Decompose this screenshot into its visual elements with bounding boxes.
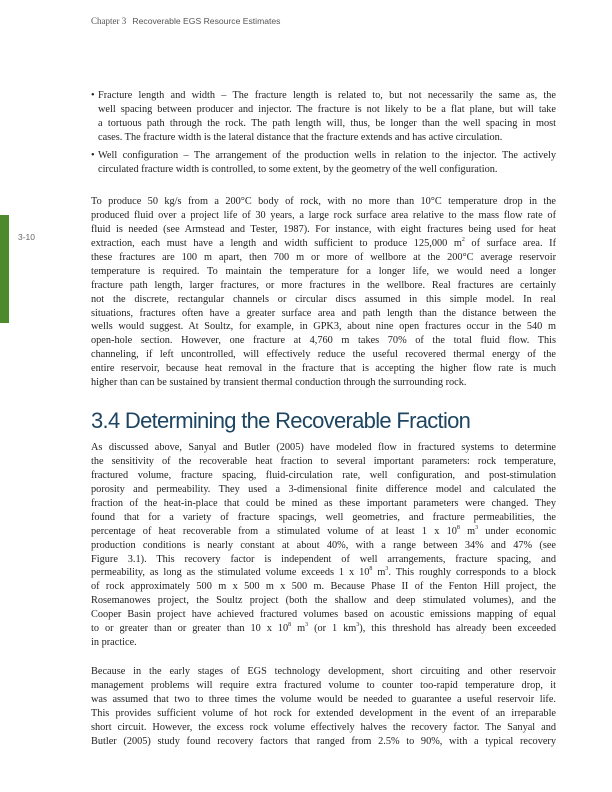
text-line — [91, 334, 556, 348]
superscript: 2 — [461, 236, 465, 243]
paragraph — [91, 195, 556, 390]
superscript: 3 — [475, 524, 479, 531]
text-line — [91, 237, 556, 251]
text-line — [98, 117, 556, 131]
text-run: under economic — [478, 525, 556, 537]
text-line — [91, 539, 556, 553]
bullet-list — [91, 89, 556, 177]
text-line — [91, 636, 556, 650]
text-run: a tortuous path through the rock. The path length will, thus, be longer than the well spacing in most — [98, 117, 556, 129]
text-run: . This roughly corresponds to a block — [388, 567, 557, 579]
text-line — [91, 497, 556, 511]
text-run: entire reservoir, because heat removal in the fracture that is accepting the higher flow rate is much — [91, 363, 556, 375]
text-run: in practice. — [91, 637, 137, 649]
text-run: m — [291, 623, 306, 635]
text-run: fracture path length, larger fractures, or more fractures in the wellbore. Real fractures are certainly — [91, 279, 556, 291]
text-run: Cooper Basin project have achieved fractured volumes based on acoustic emissions mapping of equal — [91, 609, 556, 621]
paragraph — [91, 665, 556, 749]
text-run: extraction, each must have a length and width sufficient to produce 125,000 m — [91, 237, 462, 249]
text-run: channeling, if left uncontrolled, will effectively reduce the useful recovered thermal energy of the — [91, 349, 556, 361]
text-line — [91, 511, 556, 525]
text-run: situations, fractures often have a greater surface area and path length than the distance between the — [91, 307, 556, 319]
text-line — [91, 376, 556, 390]
text-line — [98, 163, 556, 177]
bullet-marker: • — [91, 90, 95, 101]
bullet-item — [91, 149, 556, 177]
text-line — [91, 553, 556, 567]
superscript: 8 — [369, 566, 373, 573]
text-run: management problems will require extra fractured volume to counter too-rapid temperature drop, it — [91, 679, 556, 691]
text-run: short circuit. However, the excess rock volume effectively halves the recovery factor. The Sanyal and — [91, 721, 556, 733]
text-run: produced fluid over a project life of 30 years, a large rock surface area relative to the mass flow rate of — [91, 209, 556, 221]
text-line — [91, 665, 556, 679]
text-line — [91, 594, 556, 608]
text-line — [91, 441, 556, 455]
text-run: fluid is needed (see Armstead and Tester, 1987). For instance, with eight fractures being used for heat — [91, 223, 556, 235]
text-line — [98, 89, 556, 103]
text-run: As discussed above, Sanyal and Butler (2005) have modeled flow in fractured systems to determine — [91, 442, 556, 453]
text-line — [91, 251, 556, 265]
text-line — [91, 209, 556, 223]
chapter-title: Recoverable EGS Resource Estimates — [132, 16, 281, 26]
page-number: 3-10 — [18, 232, 36, 242]
text-line — [91, 622, 556, 636]
text-run: Well configuration – The arrangement of the production wells in relation to the injector. The actively — [98, 150, 556, 162]
text-run: This provides sufficient volume of hot rock for extended development in the event of an irreparable — [91, 707, 556, 719]
text-run: percentage of heat recoverable from a stimulated volume of at least 1 x 10 — [91, 525, 457, 537]
superscript: 8 — [288, 622, 292, 629]
text-run: Because in the early stages of EGS technology development, short circuiting and other reservoir — [91, 666, 556, 677]
text-run: ), this threshold has already been exceeded — [359, 623, 556, 635]
text-line — [91, 525, 556, 539]
text-line — [91, 348, 556, 362]
text-run: open-hole section. However, one fracture at 4,760 m takes 70% of the total fluid flow. This — [91, 335, 556, 347]
text-run: Figure 3.1). This recovery factor is independent of well arrangements, fracture spacing, and — [91, 553, 556, 565]
text-line — [91, 195, 556, 209]
text-line — [98, 149, 556, 163]
text-line — [91, 469, 556, 483]
text-run: the sensitivity of the recoverable heat fraction to several important parameters: rock temperature, — [91, 455, 556, 467]
running-header — [91, 16, 280, 26]
chapter-tab-marker — [0, 215, 9, 323]
text-run: well spacing between producer and injector. The fracture is not likely to be a flat plane, but will take — [98, 103, 556, 115]
text-run: of rock approximately 500 m x 500 m x 500 m. Because Phase II of the Fenton Hill project, the — [91, 581, 556, 593]
text-line — [91, 362, 556, 376]
superscript: 3 — [385, 566, 389, 573]
text-run: To produce 50 kg/s from a 200°C body of rock, with no more than 10°C temperature drop in the — [91, 196, 556, 207]
text-line — [91, 608, 556, 622]
superscript: 3 — [356, 622, 360, 629]
text-run: circulated fracture width is controlled, to some extent, by the geometry of the well configuration. — [98, 164, 498, 176]
text-line — [91, 279, 556, 293]
text-line — [91, 320, 556, 334]
superscript: 8 — [456, 524, 460, 531]
text-run: porosity and permeability. They used a 3-dimensional finite difference model and calculated the — [91, 483, 556, 495]
text-run: was assumed that two to three times the volume would be needed to guarantee a useful reservoir life. — [91, 693, 556, 705]
text-line — [98, 103, 556, 117]
text-run: fractured volume, fracture spacing, fluid-circulation rate, well configuration, and post-stimulation — [91, 469, 556, 481]
text-run: Fracture length and width – The fracture length is related to, but not necessarily the same as, the — [98, 90, 556, 101]
text-line — [91, 293, 556, 307]
bullet-marker: • — [91, 150, 95, 162]
text-run: these fractures are 100 m apart, then 700 m or more of wellbore at the 200°C average reservoir — [91, 251, 556, 263]
text-line — [91, 580, 556, 594]
text-line — [91, 707, 556, 721]
text-line — [98, 131, 556, 145]
text-run: m — [372, 567, 386, 579]
text-line — [91, 483, 556, 497]
text-run: (or 1 km — [308, 623, 357, 635]
text-run: to or greater than or greater than 10 x 10 — [91, 623, 289, 635]
text-run: not the discrete, rectangular channels or circular discs assumed in this simple model. In real — [91, 293, 556, 305]
section-heading: 3.4 Determining the Recoverable Fraction — [91, 408, 471, 433]
text-run: Rosemanowes project, the Soultz project (both the shallow and deep stimulated volumes), and the — [91, 595, 556, 607]
text-line — [91, 307, 556, 321]
text-run: of surface area. If — [464, 237, 557, 249]
superscript: 3 — [305, 622, 309, 629]
text-run: permeability, as long as the stimulated volume exceeds 1 x 10 — [91, 567, 370, 579]
text-run: Butler (2005) study found recovery factors that ranged from 2.5% to 90%, with a typical recovery — [91, 735, 556, 747]
chapter-label: Chapter 3 — [91, 16, 127, 26]
text-line — [91, 566, 556, 580]
text-line — [91, 693, 556, 707]
paragraph — [91, 441, 556, 650]
text-run: higher than can be sustained by transient thermal conduction through the surrounding rock. — [91, 377, 467, 389]
text-run: m — [459, 525, 476, 537]
text-line — [91, 735, 556, 749]
text-line — [91, 679, 556, 693]
text-run: temperature is required. To maintain the temperature for a longer life, we would need a longer — [91, 265, 556, 277]
text-run: cases. The fracture width is the lateral distance that the fracture extends and has active circulation. — [98, 131, 503, 143]
text-run: wells would suggest. At Soultz, for example, in GPK3, about nine open fractures occur in the 540 m — [91, 321, 556, 333]
text-run: found that for a variety of fracture spacings, well geometries, and fracture permeabilities, the — [91, 511, 556, 523]
text-run: production conditions is nearly constant at about 40%, with a range between 34% and 47% (see — [91, 539, 556, 551]
text-line — [91, 223, 556, 237]
bullet-item — [91, 89, 556, 145]
text-line — [91, 721, 556, 735]
text-line — [91, 455, 556, 469]
text-run: fraction of the heat-in-place that could be mined as these important parameters were changed. They — [91, 497, 556, 509]
text-line — [91, 265, 556, 279]
